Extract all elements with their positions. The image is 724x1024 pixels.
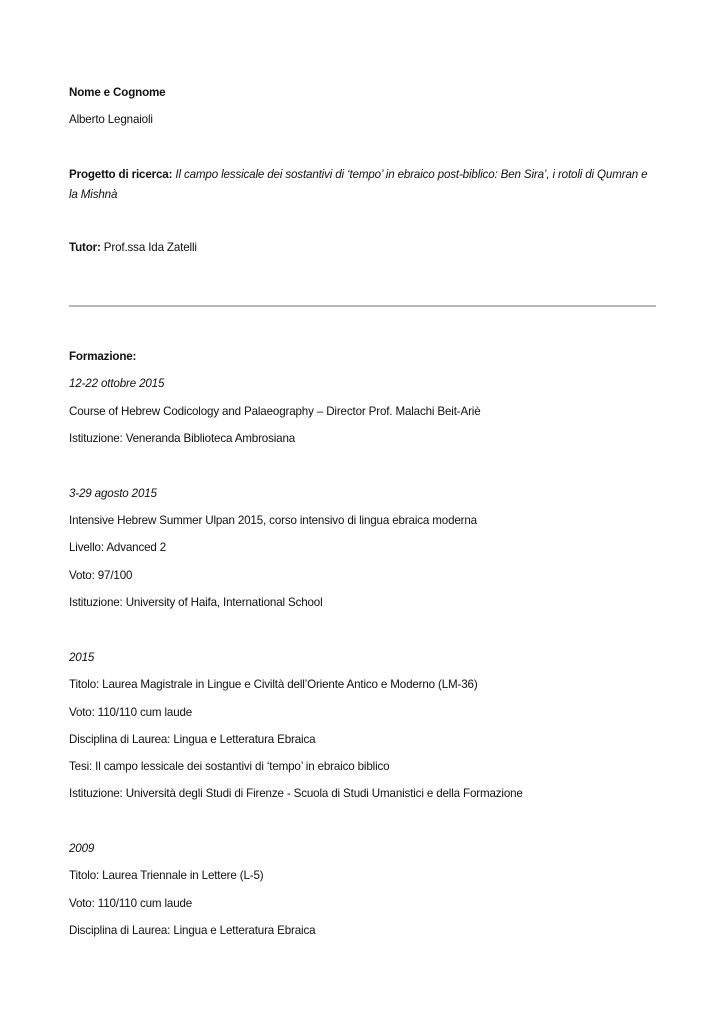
entry-line: Voto: 110/110 cum laude — [69, 897, 193, 910]
entry-line: Titolo: Laurea Magistrale in Lingue e Civiltà dell’Oriente Antico e Moderno (LM-36) — [69, 678, 478, 691]
tutor-value: Prof.ssa Ida Zatelli — [103, 241, 197, 254]
entry-line: Disciplina di Laurea: Lingua e Letteratura Ebraica — [69, 733, 316, 746]
entry-line: Voto: 110/110 cum laude — [69, 706, 193, 719]
section-divider — [69, 305, 656, 307]
formazione-heading: Formazione: — [69, 350, 137, 363]
entry-line: Course of Hebrew Codicology and Palaeography – Director Prof. Malachi Beit-Ariè — [69, 405, 481, 418]
entry-date: 2009 — [69, 842, 95, 855]
entry-date: 2015 — [69, 651, 95, 664]
project-value: Il campo lessicale dei sostantivi di ‘tempo’ in ebraico post-biblico: Ben Sira’, i rotoli di Qumran e la Mishnà — [69, 168, 648, 201]
research-project — [69, 165, 659, 205]
project-label: Progetto di ricerca: — [69, 168, 173, 181]
entry-line: Disciplina di Laurea: Lingua e Letteratura Ebraica — [69, 924, 316, 937]
entry-line: Livello: Advanced 2 — [69, 541, 167, 554]
tutor — [69, 241, 197, 254]
name-value: Alberto Legnaioli — [69, 113, 153, 126]
entry-line: Tesi: Il campo lessicale dei sostantivi di ‘tempo’ in ebraico biblico — [69, 760, 390, 773]
entry-line: Voto: 97/100 — [69, 569, 133, 582]
entry-date: 12-22 ottobre 2015 — [69, 377, 165, 390]
entry-line: Intensive Hebrew Summer Ulpan 2015, corso intensivo di lingua ebraica moderna — [69, 514, 477, 527]
entry-line: Istituzione: Università degli Studi di Firenze - Scuola di Studi Umanistici e della Formazione — [69, 787, 523, 800]
entry-date: 3-29 agosto 2015 — [69, 487, 157, 500]
tutor-label: Tutor: — [69, 241, 101, 254]
entry-line: Istituzione: University of Haifa, International School — [69, 596, 323, 609]
entry-line: Istituzione: Veneranda Biblioteca Ambrosiana — [69, 432, 296, 445]
entry-line: Titolo: Laurea Triennale in Lettere (L-5) — [69, 869, 264, 882]
name-label: Nome e Cognome — [69, 86, 166, 99]
